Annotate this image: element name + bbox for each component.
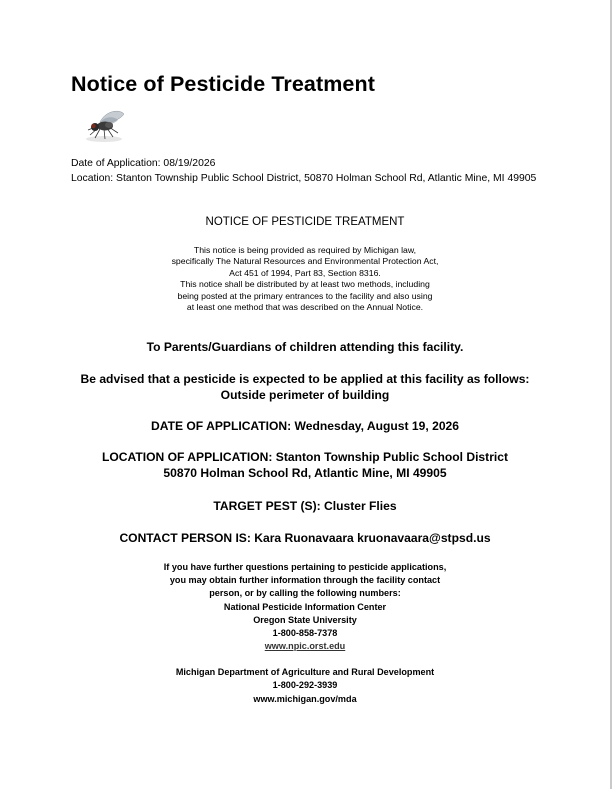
date-of-application-heading: DATE OF APPLICATION: Wednesday, August 19, 2026 [151,419,459,433]
mda-line: 1-800-292-3939 [272,680,338,691]
law-line: Act 451 of 1994, Part 83, Section 8316. [229,267,381,278]
npic-link[interactable]: www.npic.orst.edu [264,641,346,652]
advised-notice [0,371,610,403]
parents-notice: To Parents/Guardians of children attending this facility. [146,340,464,354]
application-area: Outside perimeter of building [220,388,390,402]
law-line: at least one method that was described on the Annual Notice. [186,302,424,313]
target-pest: TARGET PEST (S): Cluster Flies [213,499,397,513]
info-line: Oregon State University [253,614,357,625]
location-line: LOCATION OF APPLICATION: Stanton Township Public School District [101,450,509,464]
law-line: specifically The Natural Resources and Environmental Protection Act, [171,256,439,267]
info-line: 1-800-858-7378 [272,628,338,639]
notice-heading: NOTICE OF PESTICIDE TREATMENT [205,216,405,228]
location: Location: Stanton Township Public School District, 50870 Holman School Rd, Atlantic Mine, MI 49905 [71,173,537,184]
mda-info [0,666,610,706]
mda-line: Michigan Department of Agriculture and Rural Development [175,667,435,677]
law-line: This notice is being provided as required by Michigan law, [193,245,417,255]
advised-line: Be advised that a pesticide is expected to be applied at this facility as follows: [80,372,530,386]
law-line: being posted at the primary entrances to the facility and also using [177,290,433,301]
info-line: person, or by calling the following numbers: [209,588,401,599]
location-of-application [0,449,610,481]
fly-icon [80,108,128,144]
law-paragraph [0,245,610,313]
info-line: If you have further questions pertaining to pesticide applications, [163,562,447,572]
law-line: This notice shall be distributed by at least two methods, including [180,279,430,290]
mda-line: www.michigan.gov/mda [253,693,357,704]
contact-person: CONTACT PERSON IS: Kara Ruonavaara kruonavaara@stpsd.us [119,531,491,545]
info-line: National Pesticide Information Center [223,601,387,612]
info-line: you may obtain further information through the facility contact [169,575,441,586]
address-line: 50870 Holman School Rd, Atlantic Mine, MI 49905 [163,466,447,480]
contact-info [0,561,610,653]
page-title: Notice of Pesticide Treatment [71,72,375,96]
date-of-application: Date of Application: 08/19/2026 [71,158,216,169]
